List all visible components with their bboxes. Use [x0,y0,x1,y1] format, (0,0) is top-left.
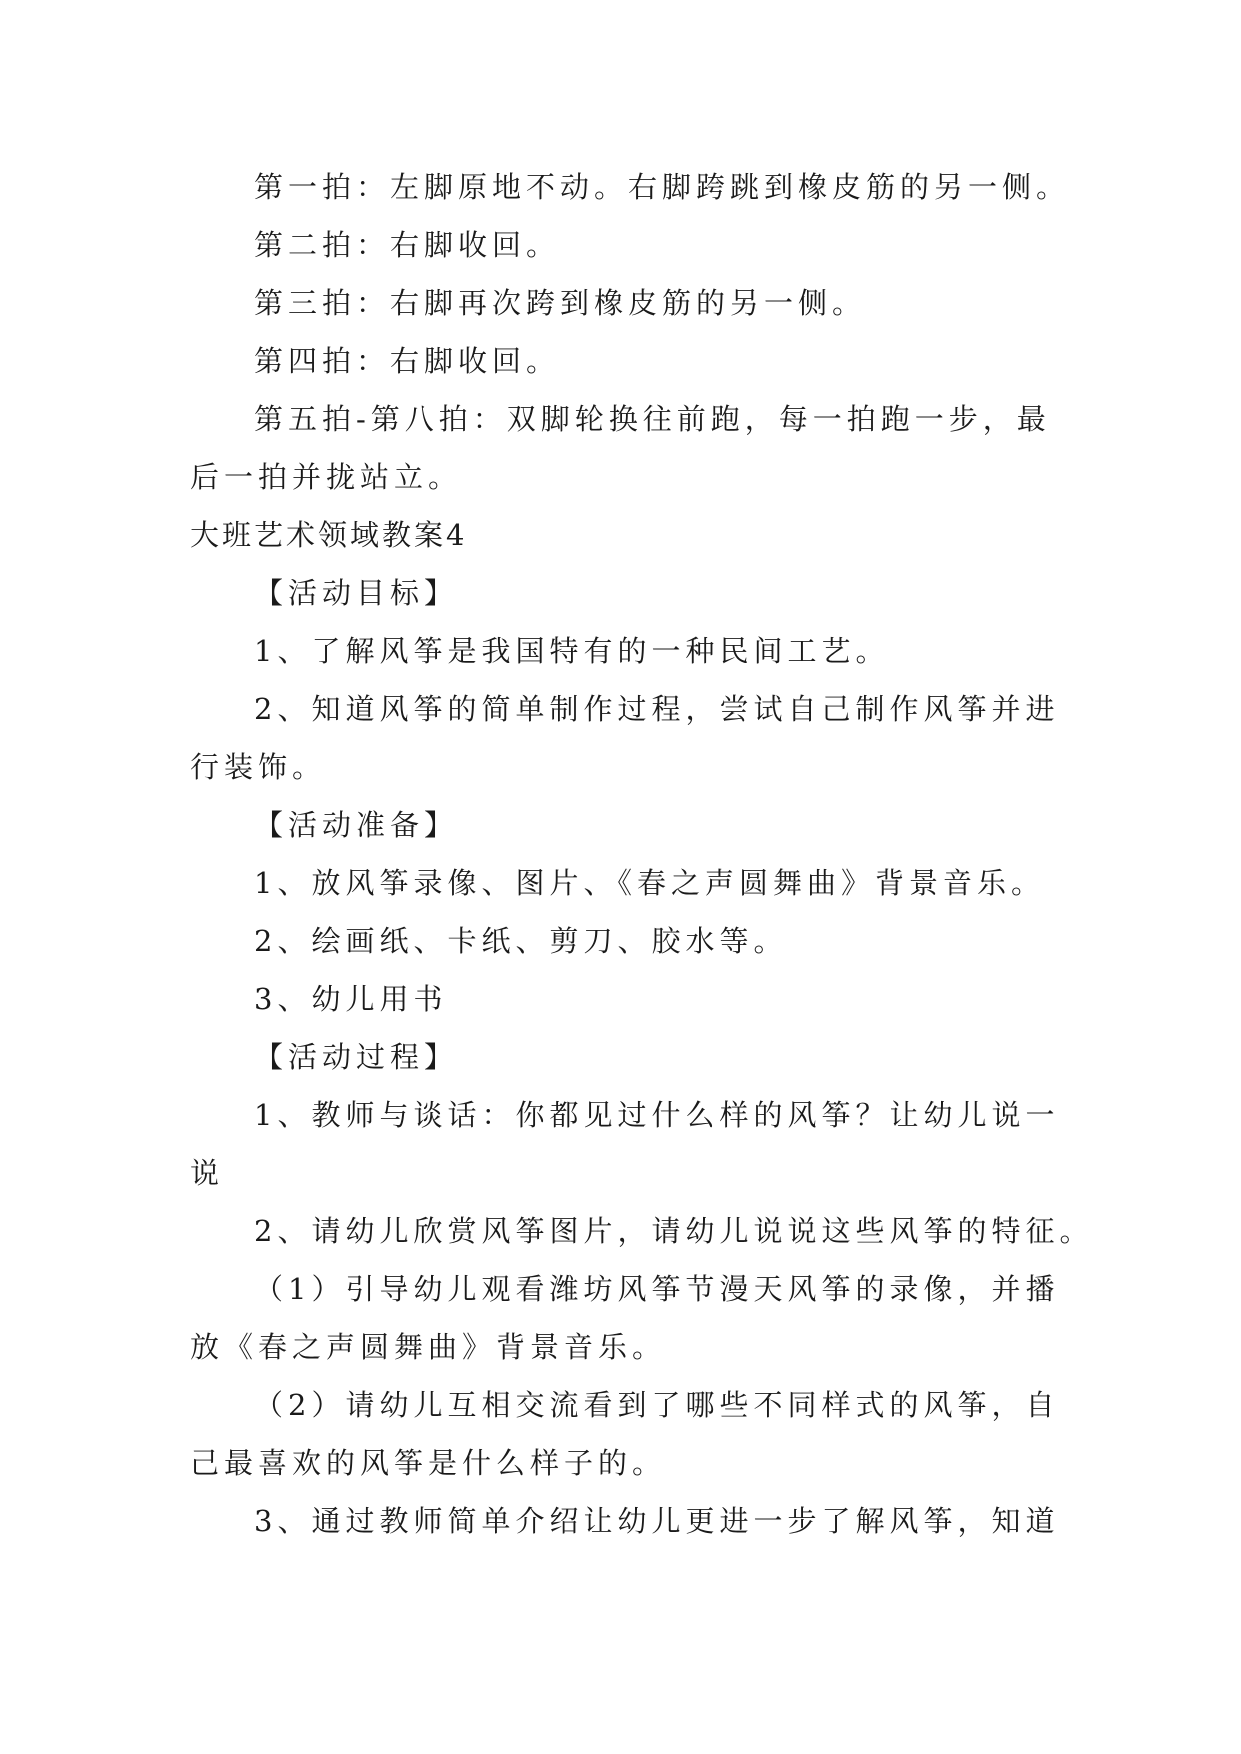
section-title: 大班艺术领域教案4 [190,518,468,552]
paragraph-line: 1、教师与谈话：你都见过什么样的风筝？让幼儿说一 [254,1098,1060,1132]
paragraph-line: 放《春之声圆舞曲》背景音乐。 [190,1330,667,1364]
paragraph-line: 1、了解风筝是我国特有的一种民间工艺。 [254,634,890,668]
paragraph-line: 2、知道风筝的简单制作过程，尝试自己制作风筝并进 [254,692,1060,726]
paragraph-line: （1）引导幼儿观看潍坊风筝节漫天风筝的录像，并播 [254,1272,1060,1306]
section-heading-process: 【活动过程】 [254,1040,459,1074]
paragraph-line: 第五拍-第八拍：双脚轮换往前跑，每一拍跑一步，最 [254,402,1051,436]
paragraph-line: 3、通过教师简单介绍让幼儿更进一步了解风筝，知道 [254,1504,1060,1538]
paragraph-line: 第一拍：左脚原地不动。右脚跨跳到橡皮筋的另一侧。 [254,170,1071,204]
paragraph-line: 3、幼儿用书 [254,982,448,1016]
paragraph-line: 第四拍：右脚收回。 [254,344,561,378]
paragraph-line: （2）请幼儿互相交流看到了哪些不同样式的风筝，自 [254,1388,1060,1422]
paragraph-line: 1、放风筝录像、图片、《春之声圆舞曲》背景音乐。 [254,866,1045,900]
paragraph-line: 说 [190,1156,225,1190]
paragraph-line: 己最喜欢的风筝是什么样子的。 [190,1446,667,1480]
paragraph-line: 行装饰。 [190,750,327,784]
section-heading-goals: 【活动目标】 [254,576,459,610]
paragraph-line: 2、绘画纸、卡纸、剪刀、胶水等。 [254,924,788,958]
paragraph-line: 2、请幼儿欣赏风筝图片，请幼儿说说这些风筝的特征。 [254,1214,1094,1248]
document-body [190,158,1094,1550]
section-heading-preparation: 【活动准备】 [254,808,459,842]
paragraph-line: 第三拍：右脚再次跨到橡皮筋的另一侧。 [254,286,867,320]
paragraph-line: 后一拍并拢站立。 [190,460,463,494]
paragraph-line: 第二拍：右脚收回。 [254,228,561,262]
